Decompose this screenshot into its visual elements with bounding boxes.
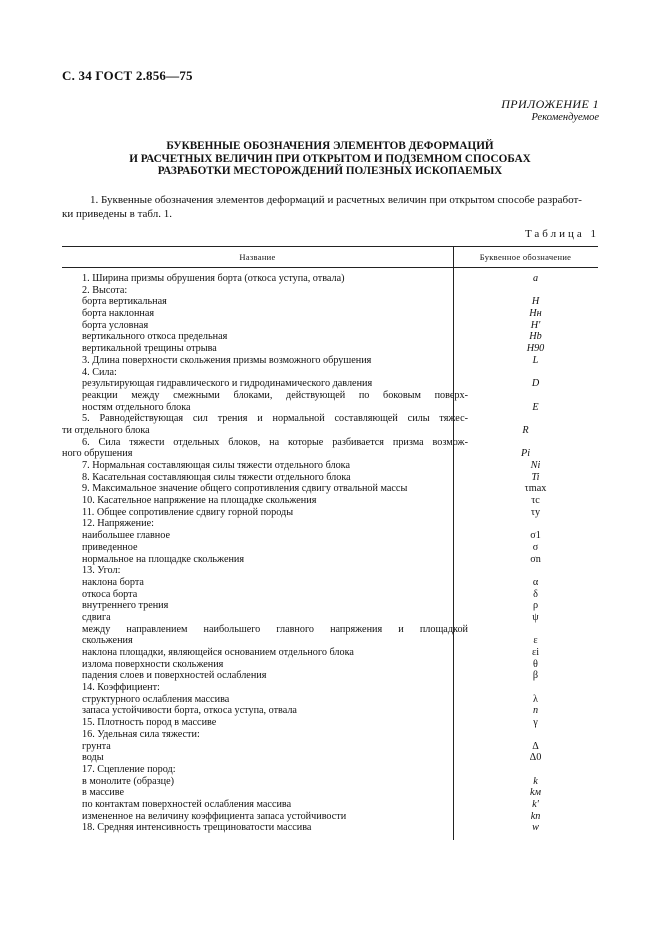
row-name: в монолите (образце) [82, 775, 175, 787]
row-name: ти отдельного блока [62, 424, 150, 436]
table-row [62, 542, 598, 554]
table-row [62, 787, 598, 799]
row-symbol: Pi [520, 448, 531, 460]
table-row [62, 799, 598, 811]
table-row [62, 367, 598, 379]
row-symbol: D [531, 378, 540, 390]
intro-line: 1. Буквенные обозначения элементов деформаций и расчетных величин при открытом способе разработ- [90, 194, 582, 206]
row-name: в массиве [82, 787, 125, 799]
designations-table [62, 246, 598, 834]
table-row [62, 635, 598, 647]
table-row [62, 565, 598, 577]
table-row [62, 460, 598, 472]
row-symbol: λ [533, 693, 538, 705]
appendix-title: ПРИЛОЖЕНИЕ 1 [501, 97, 599, 111]
table-row [62, 752, 598, 764]
table-row [62, 413, 598, 425]
row-name: грунта [82, 740, 111, 752]
row-name: запаса устойчивости борта, откоса уступа, отвала [82, 705, 297, 717]
row-name: 9. Максимальное значение общего сопротивления сдвигу отвальной массы [82, 483, 408, 495]
row-symbol: δ [533, 588, 538, 600]
row-name: нормальное на площадке скольжения [82, 553, 245, 565]
table-row [62, 296, 598, 308]
row-symbol: α [532, 576, 539, 588]
row-symbol: E [532, 401, 539, 413]
row-name: откоса борта [82, 588, 138, 600]
row-symbol: σn [530, 553, 541, 565]
header-symbol: Буквенное обозначение [479, 252, 572, 262]
row-symbol: Hн [529, 308, 542, 320]
row-name: вертикальной трещины отрыва [82, 343, 217, 355]
row-name: приведенное [82, 541, 138, 553]
row-symbol [468, 624, 598, 636]
row-name: наибольшее главное [82, 530, 171, 542]
row-name: реакции между смежными блоками, действующей по боковым поверх- [82, 389, 468, 401]
table-row [62, 811, 598, 823]
row-name: 13. Угол: [82, 565, 121, 577]
table-row [62, 308, 598, 320]
row-symbol [473, 729, 598, 741]
table-row [62, 437, 598, 449]
row-name: 5. Равнодействующая сил трения и нормальной составляющей силы тяжес- [82, 413, 468, 425]
row-name: внутреннего трения [82, 600, 169, 612]
table-row [62, 659, 598, 671]
row-symbol: Hb [529, 331, 542, 343]
table-row [62, 390, 598, 402]
row-name: 3. Длина поверхности скольжения призмы возможного обрушения [82, 354, 372, 366]
row-symbol: H90 [526, 343, 545, 355]
row-name: структурного ослабления массива [82, 693, 230, 705]
row-symbol [473, 285, 598, 297]
table-row [62, 624, 598, 636]
row-symbol: ψ [532, 611, 539, 623]
table-row [62, 647, 598, 659]
table-row [62, 448, 598, 460]
row-name: 1. Ширина призмы обрушения борта (откоса уступа, отвала) [82, 273, 345, 284]
row-name: результирующая гидравлического и гидродинамического давления [82, 378, 373, 390]
table-row [62, 285, 598, 297]
row-symbol: H [531, 296, 540, 308]
row-name: 11. Общее сопротивление сдвигу горной породы [82, 506, 294, 518]
row-name: измененное на величину коэффициента запаса устойчивости [82, 810, 347, 822]
row-name: борта условная [82, 319, 149, 331]
appendix-block [501, 98, 599, 124]
row-symbol [473, 367, 598, 379]
row-symbol: ρ [532, 600, 539, 612]
row-name: 8. Касательная составляющая силы тяжести отдельного блока [82, 471, 351, 483]
title-line: БУКВЕННЫЕ ОБОЗНАЧЕНИЯ ЭЛЕМЕНТОВ ДЕФОРМАЦИЙ [166, 140, 494, 152]
row-symbol: k' [532, 798, 539, 810]
table-row [62, 554, 598, 566]
intro-line: ки приведены в табл. 1. [62, 208, 172, 220]
row-name: борта вертикальная [82, 296, 167, 308]
table-label: Таблица 1 [524, 228, 599, 240]
row-name: между направлением наибольшего главного напряжения и площадкой [82, 623, 468, 635]
row-name: 15. Плотность пород в массиве [82, 717, 217, 729]
page-header: С. 34 ГОСТ 2.856—75 [62, 68, 193, 83]
row-name: скольжения [82, 635, 133, 647]
table-row [62, 729, 598, 741]
row-name: 2. Высота: [82, 284, 128, 296]
table-header-row [62, 247, 598, 267]
title-line: И РАСЧЕТНЫХ ВЕЛИЧИН ПРИ ОТКРЫТОМ И ПОДЗЕМНОМ СПОСОБАХ [129, 152, 531, 165]
table-row [62, 518, 598, 530]
table-row [62, 600, 598, 612]
title-line: РАЗРАБОТКИ МЕСТОРОЖДЕНИЙ ПОЛЕЗНЫХ ИСКОПАЕМЫХ [157, 165, 503, 178]
row-name: 14. Коэффициент: [82, 682, 160, 694]
row-name: излома поверхности скольжения [82, 658, 224, 670]
row-name: по контактам поверхностей ослабления массива [82, 798, 292, 810]
table-row [62, 530, 598, 542]
table-row [62, 577, 598, 589]
table-row [62, 355, 598, 367]
row-symbol: kм [529, 787, 542, 799]
row-name: 4. Сила: [82, 366, 117, 378]
appendix-subtitle: Рекомендуемое [531, 112, 599, 123]
table-row [62, 764, 598, 776]
row-name: наклона борта [82, 576, 144, 588]
row-name: 7. Нормальная составляющая силы тяжести отдельного блока [82, 460, 350, 471]
row-name: 18. Средняя интенсивность трещиноватости массива [82, 822, 312, 834]
row-symbol [468, 413, 598, 425]
table-row [62, 776, 598, 788]
row-name: воды [82, 752, 104, 764]
column-divider [453, 246, 454, 840]
table-row [62, 717, 598, 729]
row-name: борта наклонная [82, 308, 155, 320]
row-name: 12. Напряжение: [82, 518, 154, 530]
table-row [62, 612, 598, 624]
table-row [62, 682, 598, 694]
table-row [62, 425, 598, 437]
intro-paragraph [62, 193, 598, 221]
table-row [62, 472, 598, 484]
row-name: падения слоев и поверхностей ослабления [82, 670, 267, 682]
row-symbol: σ [532, 541, 539, 553]
row-symbol: τmax [524, 483, 547, 495]
table-row [62, 694, 598, 706]
row-symbol: Δ0 [529, 752, 542, 764]
row-name: 10. Касательное напряжение на площадке скольжения [82, 495, 317, 507]
document-title [62, 140, 598, 178]
table-row [62, 378, 598, 390]
row-symbol: εi [531, 647, 540, 658]
row-symbol: k [533, 775, 538, 787]
table-row [62, 507, 598, 519]
row-symbol: γ [533, 717, 538, 729]
table-row [62, 331, 598, 343]
table-row [62, 822, 598, 834]
table-row [62, 273, 598, 285]
table-row [62, 483, 598, 495]
row-symbol [468, 437, 598, 449]
table-row [62, 670, 598, 682]
row-symbol: β [532, 670, 539, 682]
row-name: сдвига [82, 611, 111, 623]
row-symbol [473, 764, 598, 776]
row-name: наклона площадки, являющейся основанием отдельного блока [82, 647, 354, 658]
row-symbol: kn [530, 810, 541, 822]
table-row [62, 705, 598, 717]
row-symbol: Δ [532, 740, 539, 752]
row-symbol: Ti [531, 471, 540, 483]
table-row [62, 495, 598, 507]
table-body [62, 268, 598, 834]
table-row [62, 741, 598, 753]
row-symbol: ε [533, 635, 538, 647]
row-symbol: H' [530, 319, 541, 331]
header-name: Название [239, 252, 276, 262]
row-symbol: σ1 [530, 530, 541, 542]
row-symbol [473, 682, 598, 694]
row-name: ного обрушения [62, 448, 133, 460]
row-name: 6. Сила тяжести отдельных блоков, на которые разбивается призма возмож- [82, 436, 468, 448]
row-symbol: θ [533, 658, 538, 670]
row-symbol: τy [530, 506, 541, 518]
row-symbol: τc [531, 495, 540, 507]
table-row [62, 343, 598, 355]
table-row [62, 589, 598, 601]
table-row [62, 320, 598, 332]
row-symbol: Ni [530, 460, 541, 471]
row-symbol: L [532, 354, 539, 366]
row-symbol: R [522, 424, 529, 436]
row-symbol: n [532, 705, 539, 717]
row-name: вертикального откоса предельная [82, 331, 228, 343]
row-symbol: w [532, 822, 539, 834]
row-symbol [468, 390, 598, 402]
row-name: ностям отдельного блока [82, 401, 191, 413]
row-name: 16. Удельная сила тяжести: [82, 728, 200, 740]
row-symbol [473, 518, 598, 530]
row-symbol [473, 565, 598, 577]
row-name: 17. Сцепление пород: [82, 763, 176, 775]
row-symbol: a [532, 273, 539, 284]
table-row [62, 402, 598, 414]
